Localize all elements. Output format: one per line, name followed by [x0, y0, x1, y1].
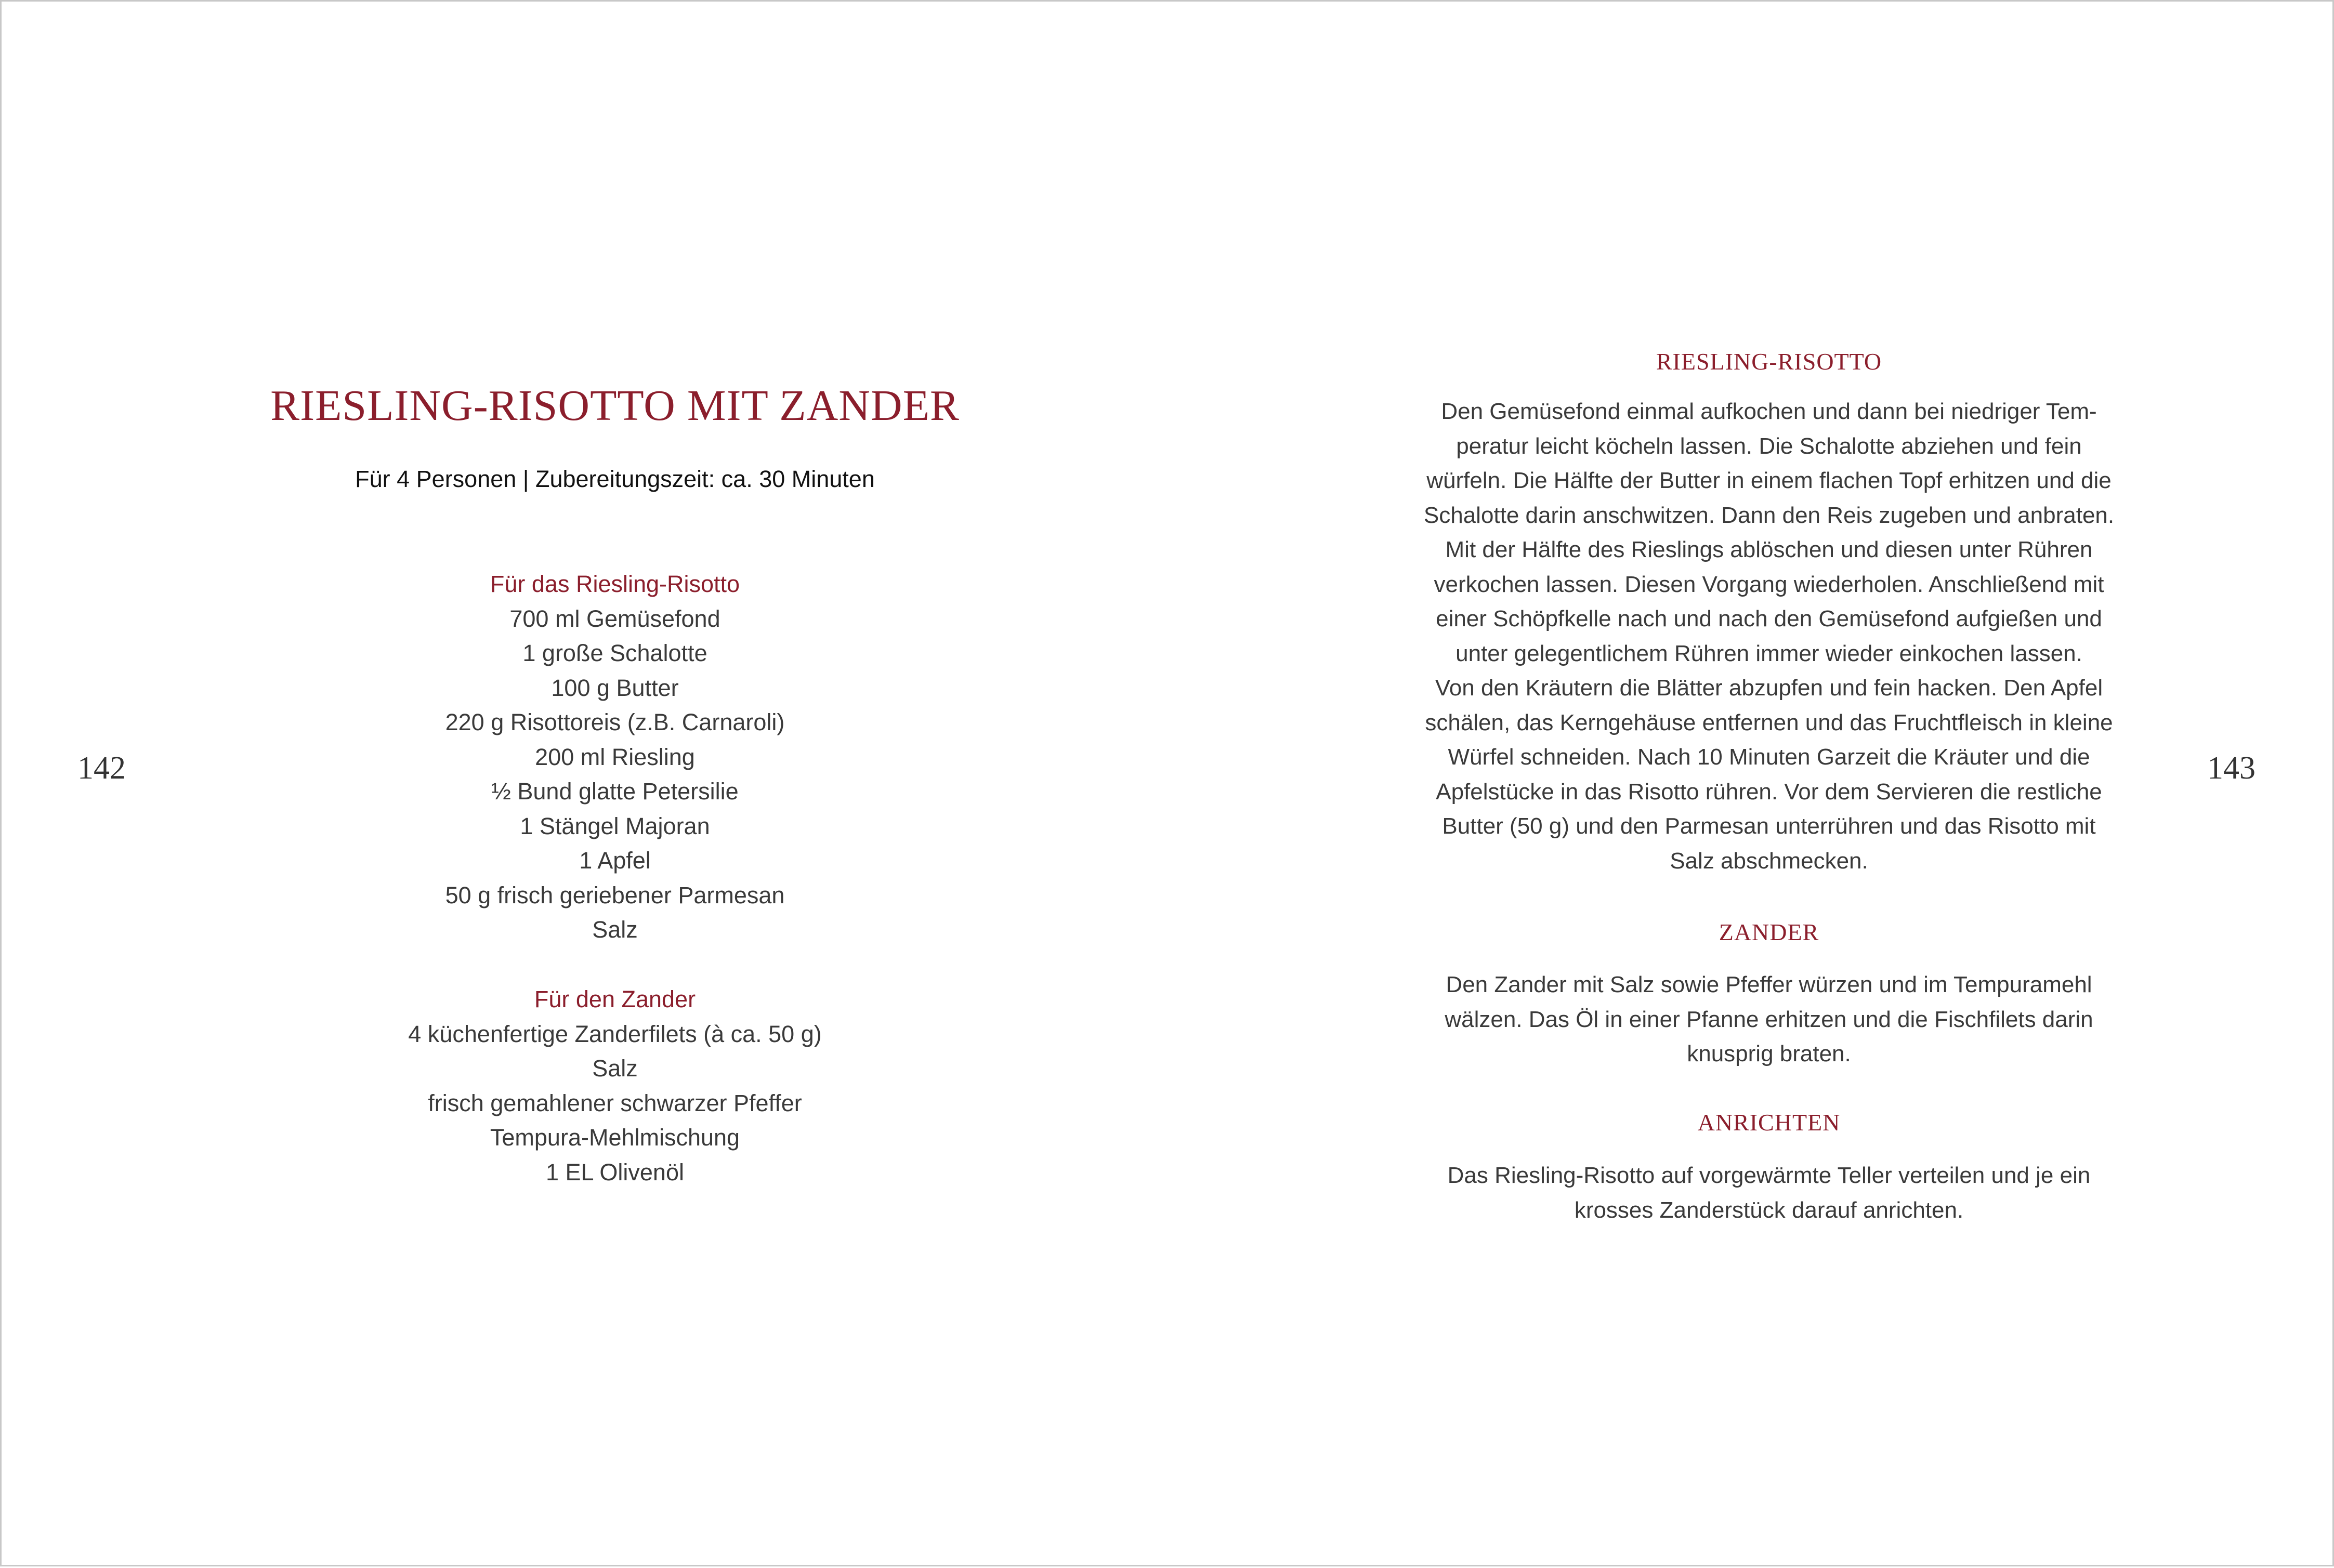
paragraph-line: unter gelegentlichem Rühren immer wieder einkochen lassen.	[1456, 640, 2082, 666]
ingredient-item: 1 große Schalotte	[522, 640, 707, 666]
paragraph-line: Den Zander mit Salz sowie Pfeffer würzen und im Tempuramehl	[1446, 972, 2092, 997]
ingredient-item: frisch gemahlener schwarzer Pfeffer	[428, 1089, 802, 1116]
ingredient-item: 700 ml Gemüsefond	[509, 605, 720, 632]
paragraph-line: Butter (50 g) und den Parmesan unterrühren und das Risotto mit	[1442, 813, 2096, 839]
recipe-title: RIESLING-RISOTTO MIT ZANDER	[270, 381, 960, 430]
paragraph-line: Salz abschmecken.	[1670, 848, 1868, 874]
section-heading: RIESLING-RISOTTO	[1656, 348, 1882, 375]
left-page	[2, 2, 1169, 1568]
paragraph-line: schälen, das Kerngehäuse entfernen und das Fruchtfleisch in kleine	[1425, 709, 2113, 735]
ingredient-item: Tempura-Mehlmischung	[490, 1124, 740, 1151]
ingredient-group-risotto	[251, 567, 979, 947]
ingredient-group-zander	[251, 982, 979, 1190]
page-number-right: 143	[2207, 750, 2256, 786]
recipe-subtitle: Für 4 Personen | Zubereitungszeit: ca. 30 Minuten	[355, 466, 875, 492]
ingredient-item: ½ Bund glatte Petersilie	[491, 778, 739, 805]
section-heading: ANRICHTEN	[1697, 1109, 1841, 1136]
paragraph-line: würfeln. Die Hälfte der Butter in einem flachen Topf erhitzen und die	[1426, 468, 2112, 493]
paragraph-line: krosses Zanderstück darauf anrichten.	[1574, 1197, 1964, 1223]
paragraph-line: peratur leicht köcheln lassen. Die Schalotte abziehen und fein	[1456, 433, 2082, 459]
ingredient-item: Salz	[592, 916, 638, 943]
ingredient-item: 1 Apfel	[579, 847, 651, 874]
paragraph-line: verkochen lassen. Diesen Vorgang wiederholen. Anschließend mit	[1434, 571, 2104, 597]
ingredient-item: 1 Stängel Majoran	[520, 812, 710, 839]
ingredient-item: 200 ml Riesling	[535, 743, 695, 770]
right-page	[1169, 2, 2334, 1568]
section-paragraph	[1325, 1158, 2213, 1228]
paragraph-line: knusprig braten.	[1687, 1041, 1851, 1066]
ingredient-group-heading: Für den Zander	[534, 986, 696, 1012]
paragraph-line: Von den Kräutern die Blätter abzupfen und fein hacken. Den Apfel	[1435, 675, 2103, 701]
paragraph-line: wälzen. Das Öl in einer Pfanne erhitzen und die Fischfilets darin	[1445, 1006, 2093, 1032]
paragraph-line: Würfel schneiden. Nach 10 Minuten Garzeit die Kräuter und die	[1448, 744, 2090, 770]
paragraph-line: Schalotte darin anschwitzen. Dann den Reis zugeben und anbraten.	[1423, 502, 2115, 528]
paragraph-line: Das Riesling-Risotto auf vorgewärmte Teller verteilen und je ein	[1447, 1163, 2091, 1188]
paragraph-line: einer Schöpfkelle nach und nach den Gemüsefond aufgießen und	[1436, 606, 2102, 631]
ingredient-item: 50 g frisch geriebener Parmesan	[445, 881, 785, 908]
ingredient-item: 100 g Butter	[551, 674, 679, 701]
section-heading: ZANDER	[1719, 919, 1819, 945]
paragraph-line: Mit der Hälfte des Rieslings ablöschen und diesen unter Rühren	[1445, 537, 2093, 562]
ingredient-item: 1 EL Olivenöl	[546, 1158, 684, 1185]
section-anrichten	[1325, 2, 2213, 1568]
ingredient-item: 220 g Risottoreis (z.B. Carnaroli)	[445, 709, 785, 735]
ingredient-group-heading: Für das Riesling-Risotto	[490, 571, 740, 597]
paragraph-line: Apfelstücke in das Risotto rühren. Vor dem Servieren die restliche	[1436, 779, 2102, 805]
page-number-left: 142	[77, 750, 126, 786]
ingredient-item: Salz	[592, 1055, 638, 1082]
ingredient-item: 4 küchenfertige Zanderfilets (à ca. 50 g)	[408, 1020, 822, 1047]
paragraph-line: Den Gemüsefond einmal aufkochen und dann bei niedriger Tem-	[1441, 399, 2097, 424]
